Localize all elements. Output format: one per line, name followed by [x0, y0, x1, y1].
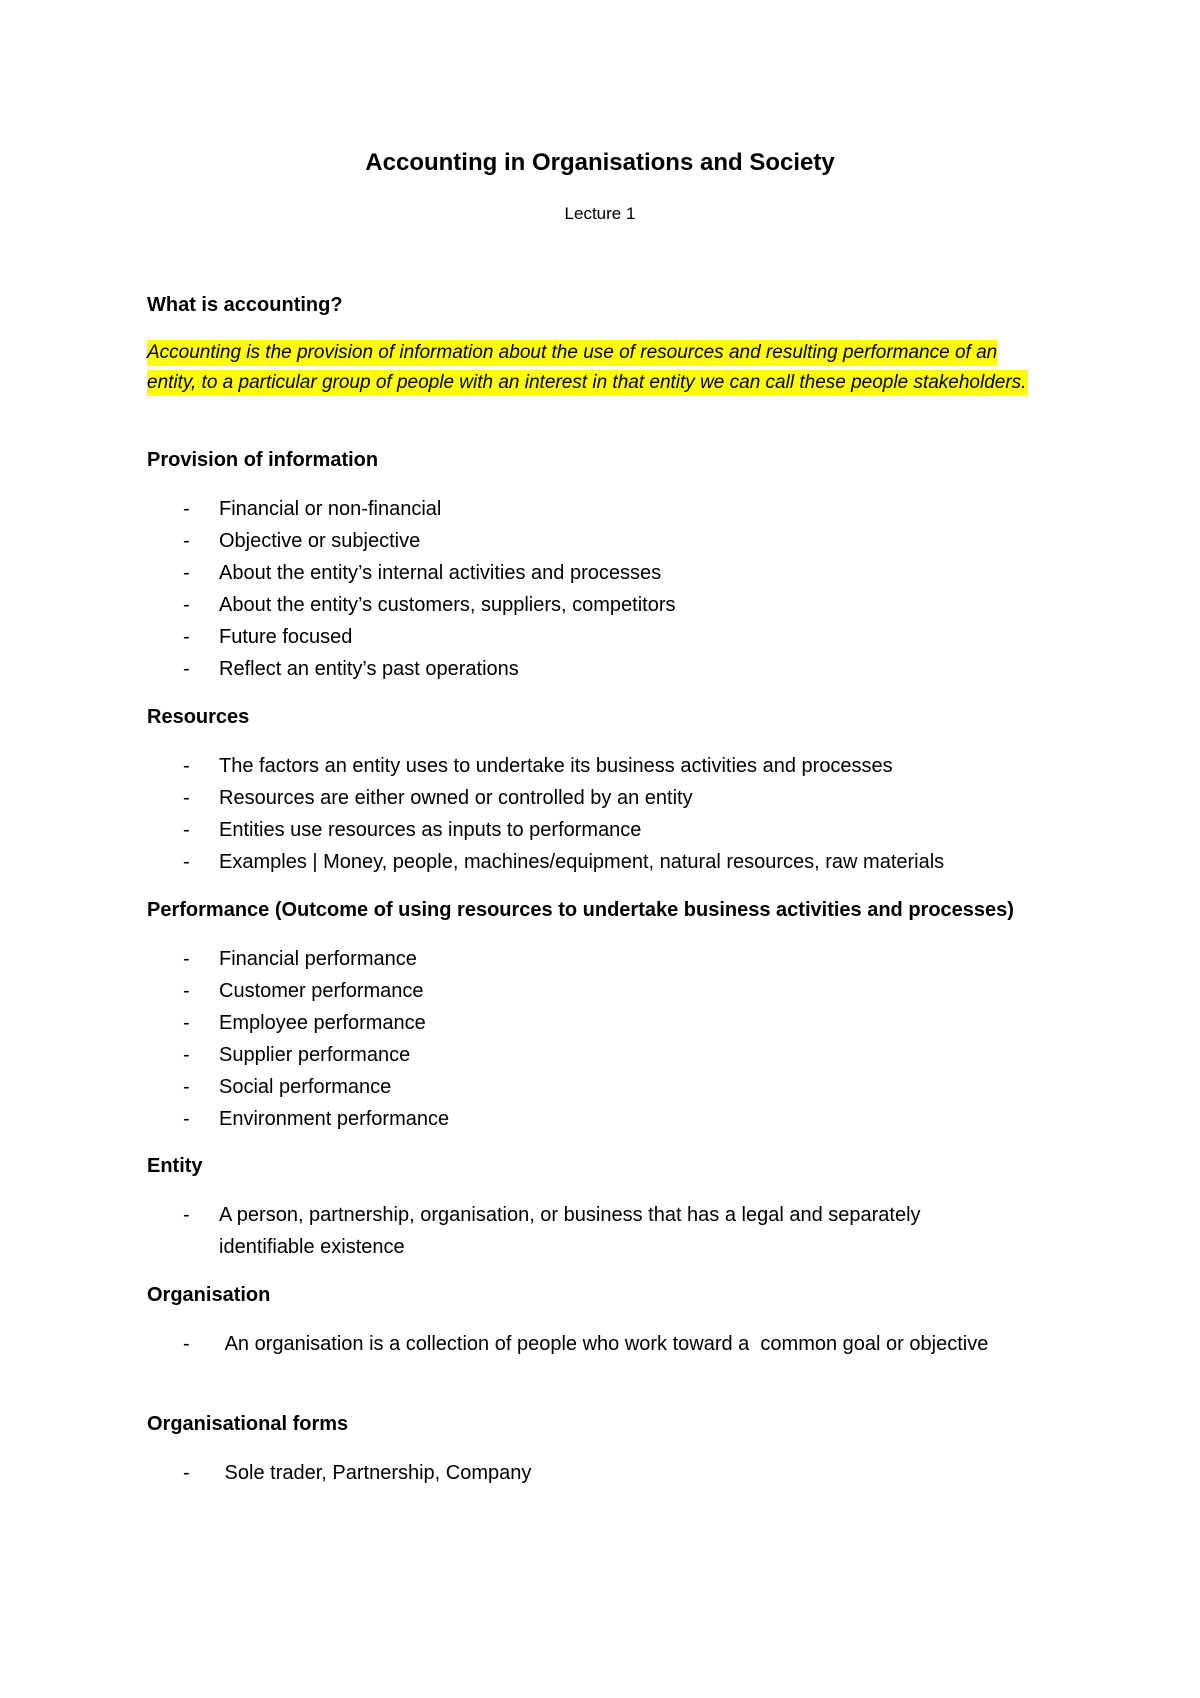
- bullet-dash: -: [183, 498, 190, 520]
- list-item: - Objective or subjective: [0, 525, 1200, 557]
- list-item: - Future focused: [0, 621, 1200, 653]
- bullet-dash: -: [183, 1108, 190, 1130]
- bullet-dash: -: [183, 626, 190, 648]
- list-item: - Entities use resources as inputs to performance: [0, 814, 1200, 846]
- accounting-definition: [147, 338, 1047, 397]
- bullet-dash: -: [183, 1012, 190, 1034]
- heading-organisational-forms: Organisational forms: [147, 1413, 349, 1435]
- list-item: - Financial performance: [0, 943, 1200, 975]
- list-item: - Sole trader, Partnership, Company: [0, 1457, 1200, 1489]
- resources-list: [0, 750, 1200, 878]
- list-item: - About the entity’s internal activities and processes: [0, 557, 1200, 589]
- heading-what-is-accounting: What is accounting?: [147, 294, 343, 316]
- bullet-dash: -: [183, 948, 190, 970]
- list-item: - Environment performance: [0, 1103, 1200, 1135]
- bullet-dash: -: [183, 1076, 190, 1098]
- list-item: - About the entity’s customers, suppliers, competitors: [0, 589, 1200, 621]
- bullet-dash: -: [183, 562, 190, 584]
- list-item: - Resources are either owned or controlled by an entity: [0, 782, 1200, 814]
- bullet-dash: -: [183, 755, 190, 777]
- bullet-dash: -: [183, 1333, 190, 1355]
- performance-list: [0, 943, 1200, 1135]
- list-item: - A person, partnership, organisation, or business that has a legal and separately identifiable existence: [0, 1199, 1200, 1263]
- heading-entity: Entity: [147, 1155, 203, 1177]
- heading-organisation: Organisation: [147, 1284, 271, 1306]
- bullet-dash: -: [183, 1462, 190, 1484]
- bullet-dash: -: [183, 851, 190, 873]
- bullet-dash: -: [183, 1044, 190, 1066]
- bullet-dash: -: [183, 658, 190, 680]
- document-title: Accounting in Organisations and Society: [365, 149, 835, 176]
- heading-provision-of-information: Provision of information: [147, 449, 379, 471]
- list-item: - Supplier performance: [0, 1039, 1200, 1071]
- document-subtitle: Lecture 1: [564, 204, 636, 223]
- list-item: - An organisation is a collection of people who work toward a common goal or objective: [0, 1328, 1200, 1360]
- organisational-forms-list: [0, 1457, 1200, 1489]
- organisation-list: [0, 1328, 1200, 1360]
- list-item: - The factors an entity uses to undertake its business activities and processes: [0, 750, 1200, 782]
- heading-performance: Performance (Outcome of using resources to undertake business activities and processes): [147, 899, 1014, 921]
- bullet-dash: -: [183, 594, 190, 616]
- heading-resources: Resources: [147, 706, 250, 728]
- bullet-dash: -: [183, 787, 190, 809]
- list-item: - Financial or non-financial: [0, 493, 1200, 525]
- provision-list: [0, 493, 1200, 685]
- list-item: - Examples | Money, people, machines/equipment, natural resources, raw materials: [0, 846, 1200, 878]
- list-item: - Customer performance: [0, 975, 1200, 1007]
- highlighted-definition-text: Accounting is the provision of information about the use of resources and resulting performance of an entity, to a particular group of people with an interest in that entity we can call these people stakeholders.: [147, 340, 1028, 396]
- bullet-dash: -: [183, 980, 190, 1002]
- bullet-dash: -: [183, 1204, 190, 1226]
- list-item: - Social performance: [0, 1071, 1200, 1103]
- entity-list: [0, 1199, 1200, 1263]
- list-item: - Reflect an entity’s past operations: [0, 653, 1200, 685]
- bullet-dash: -: [183, 819, 190, 841]
- bullet-dash: -: [183, 530, 190, 552]
- list-item: - Employee performance: [0, 1007, 1200, 1039]
